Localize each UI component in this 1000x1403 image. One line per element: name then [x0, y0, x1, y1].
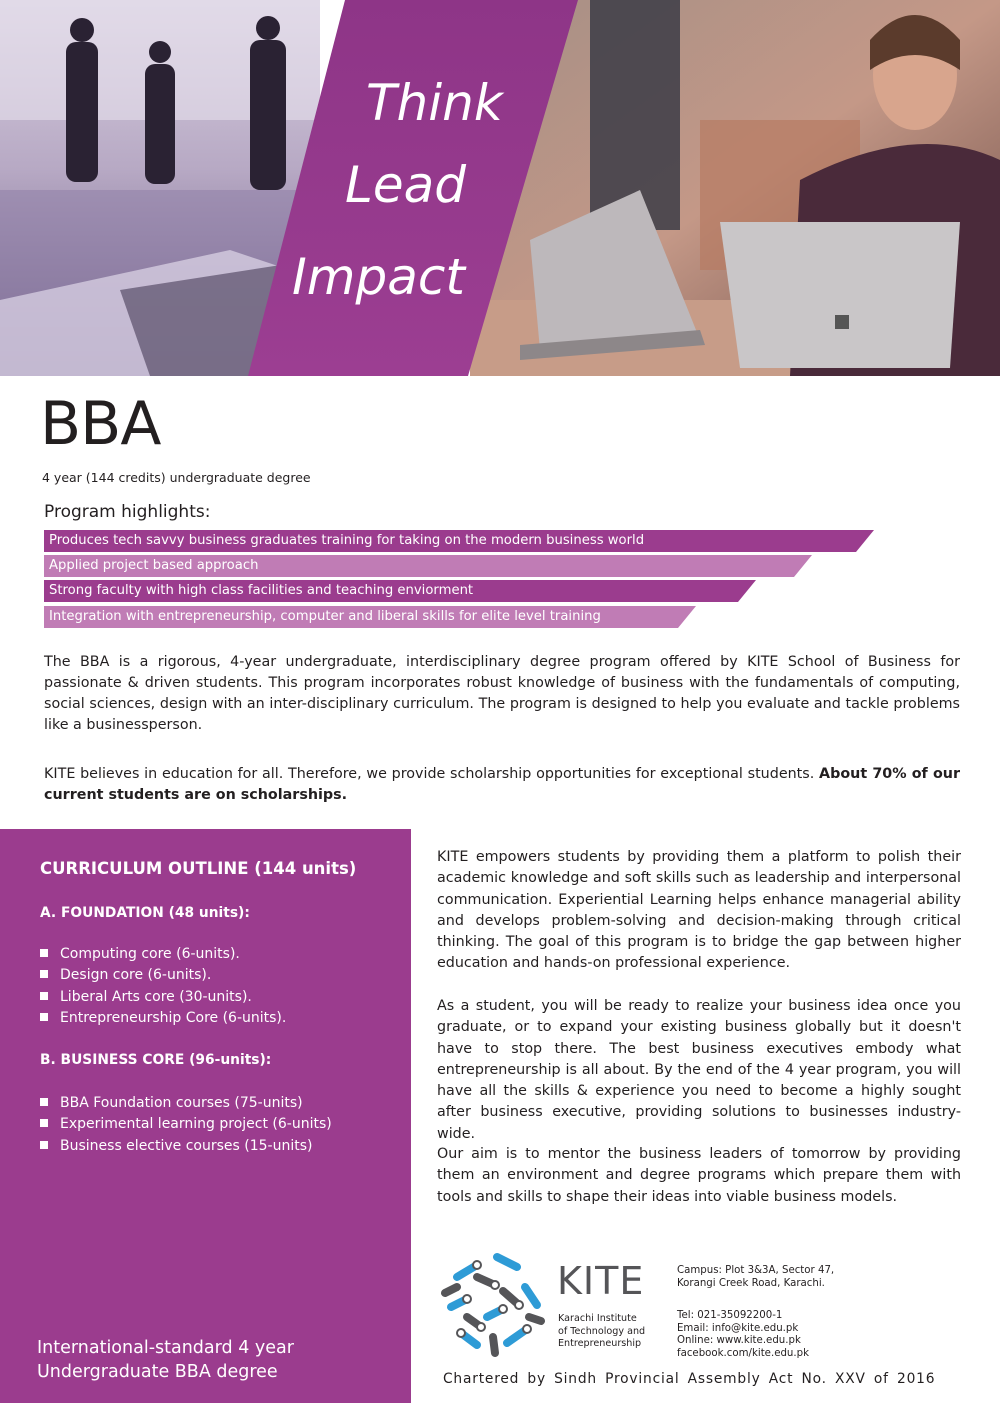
foundation-list	[40, 944, 286, 1029]
name-line: Entrepreneurship	[558, 1338, 642, 1349]
list-item-text: BBA Foundation courses (75-units)	[60, 1095, 303, 1111]
degree-tagline	[37, 1336, 294, 1384]
highlight-text: Strong faculty with high class facilities and teaching enviorment	[49, 583, 474, 598]
bullet-square-icon	[40, 992, 48, 1000]
bullet-square-icon	[40, 949, 48, 957]
business-core-list	[40, 1093, 332, 1157]
highlight-text: Applied project based approach	[49, 558, 259, 573]
campus-address	[677, 1265, 834, 1290]
list-item	[40, 1008, 286, 1029]
empower-paragraph: KITE empowers students by providing them a platform to polish their academic knowledge and soft skills such as leadership and interpersonal communication. Experiential Learning helps enhance managerial ability and develops problem-solving and decision-making through critical thinking. The goal of this program is to bridge the gap between higher education and hands-on professional experience.	[437, 849, 961, 972]
foundation-title: A. FOUNDATION (48 units):	[40, 905, 250, 921]
degree-tagline-line: Undergraduate BBA degree	[37, 1362, 278, 1382]
bullet-square-icon	[40, 1141, 48, 1149]
hero-banner	[0, 0, 1000, 376]
bullet-square-icon	[40, 970, 48, 978]
hero-photo-collage	[0, 0, 1000, 376]
name-line: Karachi Institute	[558, 1313, 637, 1324]
list-item	[40, 1136, 332, 1157]
page-title: BBA	[40, 389, 161, 459]
kite-globe-logo-icon	[437, 1247, 549, 1359]
aim-paragraph: Our aim is to mentor the business leaders of tomorrow by providing them an environment and degree programs which prepare them with tools and skills to shape their ideas into viable business models.	[437, 1146, 961, 1205]
contact-website: Online: www.kite.edu.pk	[677, 1335, 801, 1347]
list-item	[40, 1093, 332, 1114]
list-item-text: Computing core (6-units).	[60, 946, 240, 962]
scholarship-paragraph	[44, 764, 960, 806]
list-item	[40, 1114, 332, 1135]
highlight-item	[44, 580, 756, 602]
contact-phone: Tel: 021-35092200-1	[677, 1310, 783, 1321]
highlights-heading: Program highlights:	[44, 502, 211, 522]
intro-paragraph: The BBA is a rigorous, 4-year undergraduate, interdisciplinary degree program offered by KITE School of Business for passionate & driven students. This program incorporates robust knowledge of business with the fundamentals of computing, social sciences, design with an inter-disciplinary curriculum. The program is designed to help you evaluate and tackle problems like a businessperson.	[44, 654, 960, 733]
institution-full-name	[558, 1313, 645, 1351]
contact-facebook: facebook.com/kite.edu.pk	[677, 1347, 809, 1359]
list-item-text: Liberal Arts core (30-units).	[60, 988, 252, 1005]
bullet-square-icon	[40, 1119, 48, 1127]
list-item-text: Business elective courses (15-units)	[60, 1137, 313, 1154]
address-line: Campus: Plot 3&3A, Sector 47,	[677, 1265, 835, 1276]
kite-wordmark: KITE	[557, 1259, 645, 1303]
list-item-text: Experimental learning project (6-units)	[60, 1116, 332, 1133]
tagline-think: Think	[366, 74, 503, 132]
bullet-square-icon	[40, 1013, 48, 1021]
highlight-text: Integration with entrepreneurship, computer and liberal skills for elite level training	[49, 609, 601, 624]
list-item-text: Design core (6-units).	[60, 967, 212, 984]
student-paragraph: As a student, you will be ready to realize your business idea once you graduate, or to expand your existing business globally but it doesn't have to stop there. The best business executives embody what entrepreneurship is all about. By the end of the 4 year program, you will have all the skills & experience you need to become a highly sought after business executive, providing solutions to businesses industry-wide.	[437, 998, 961, 1142]
highlight-item	[44, 606, 696, 628]
charter-statement: Chartered by Sindh Provincial Assembly Act No. XXV of 2016	[443, 1371, 936, 1387]
list-item	[40, 987, 286, 1008]
degree-subtitle: 4 year (144 credits) undergraduate degree	[42, 470, 311, 485]
list-item-text: Entrepreneurship Core (6-units).	[60, 1009, 287, 1026]
scholarship-highlight: About 70% of our current students are on scholarships.	[44, 766, 960, 803]
contact-info	[677, 1310, 809, 1360]
tagline-lead: Lead	[345, 156, 466, 214]
highlight-item	[44, 555, 812, 577]
highlight-text: Produces tech savvy business graduates training for taking on the modern business world	[49, 533, 645, 548]
contact-email: Email: info@kite.edu.pk	[677, 1322, 799, 1334]
business-core-title: B. BUSINESS CORE (96-units):	[40, 1052, 272, 1068]
curriculum-title: CURRICULUM OUTLINE (144 units)	[40, 859, 357, 878]
address-line: Korangi Creek Road, Karachi.	[677, 1277, 825, 1289]
curriculum-panel	[0, 829, 411, 1403]
highlight-item	[44, 530, 874, 552]
name-line: of Technology and	[558, 1325, 646, 1337]
bullet-square-icon	[40, 1098, 48, 1106]
tagline-impact: Impact	[292, 248, 465, 306]
scholarship-text: KITE believes in education for all. Therefore, we provide scholarship opportunities for exceptional students.	[44, 766, 820, 782]
degree-tagline-line: International-standard 4 year	[37, 1338, 294, 1358]
list-item	[40, 965, 286, 986]
list-item	[40, 944, 286, 965]
